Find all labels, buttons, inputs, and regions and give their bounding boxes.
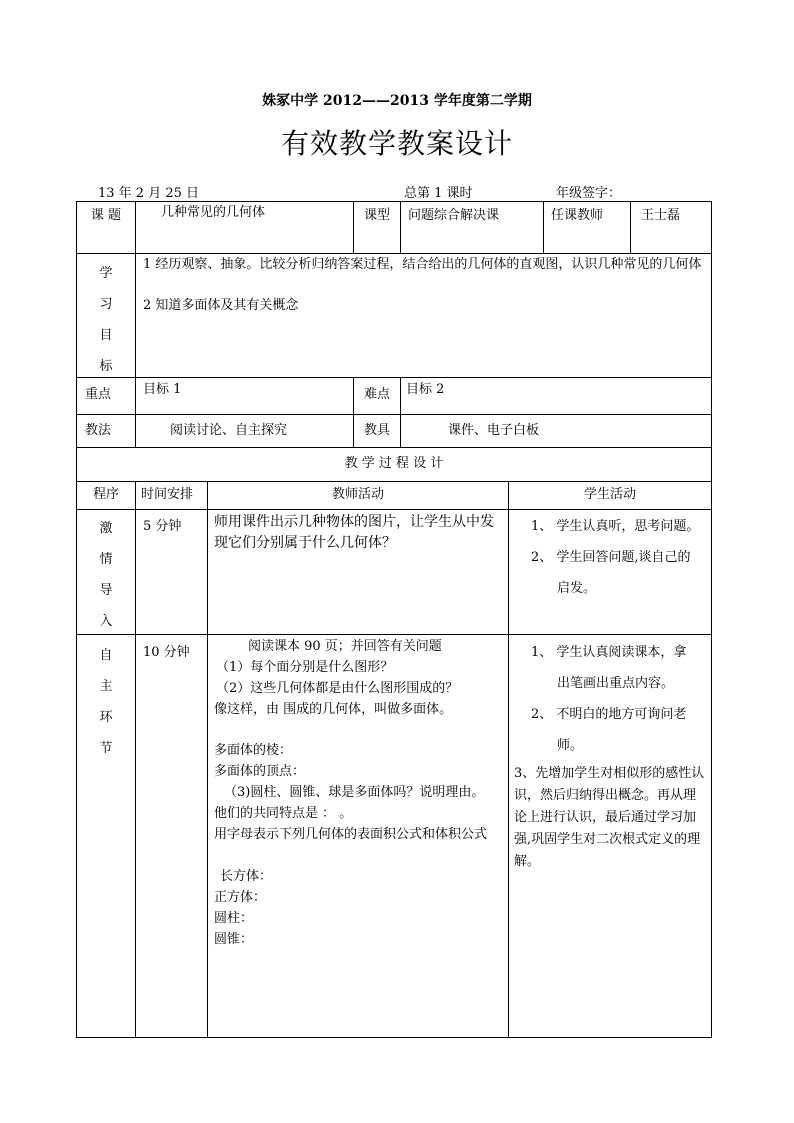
key-point-value: 目标 1 (143, 382, 182, 397)
teacher-activity-line: 阅读课本 90 页；并回答有关问题 (248, 639, 442, 654)
time-self-study: 10 分钟 (143, 645, 190, 660)
teacher-activity-line: 像这样，由 围成的几何体，叫做多面体。 (214, 702, 453, 717)
teacher-activity-line: （3)圆柱、圆锥、球是多面体吗？说明理由。 (224, 785, 485, 800)
goal-1: 1 经历观察、抽象。比较分析归纳答案过程，结合给出的几何体的直观图，认识几种常见的几何体 (143, 257, 702, 272)
teaching-tools-label: 教具 (363, 423, 390, 438)
teacher-activity-line: 多面体的棱： (214, 743, 293, 758)
teaching-method-label: 教法 (84, 423, 111, 438)
teacher-activity-line: 圆锥： (214, 932, 254, 947)
teacher-activity-line: 他们的共同特点是 ： 。 (214, 806, 353, 821)
difficult-point-label: 难点 (363, 387, 390, 402)
grade-signature-label: 年级签字： (556, 186, 622, 201)
teacher-label: 任课教师 (551, 208, 604, 223)
student-activity-intro-1: 1、 学生认真听，思考问题。 (531, 519, 700, 534)
goals-label: 学 习 目 标 (99, 266, 113, 374)
teacher-activity-line: 圆柱： (214, 911, 254, 926)
column-header-time: 时间安排 (141, 487, 194, 502)
student-activity-line: 1、 学生认真阅读课本，拿 (531, 645, 687, 660)
step-label-self-study: 自 主 环 节 (99, 648, 113, 756)
teaching-tools-value: 课件、电子白板 (448, 423, 540, 438)
teaching-method-value: 阅读讨论、自主探究 (170, 423, 288, 438)
teacher-activity-line: 多面体的顶点： (214, 764, 306, 779)
student-activity-intro-3: 启发。 (557, 581, 597, 596)
teacher-activity-line: （2）这些几何体都是由什么图形围成的？ (216, 681, 459, 696)
student-activity-intro-2: 2、 学生回答问题,谈自己的 (531, 550, 691, 565)
teacher-activity-line: （1）每个面分别是什么图形？ (216, 660, 394, 675)
step-label-intro: 激 情 导 入 (99, 521, 113, 629)
difficult-point-value: 目标 2 (406, 382, 445, 397)
student-activity-line: 2、 不明白的地方可询问老 (531, 707, 687, 722)
school-term-heading: 姝冢中学 2012——2013 学年度第二学期 (262, 93, 532, 109)
lesson-type-value: 问题综合解决课 (408, 208, 500, 223)
lesson-type-label: 课型 (363, 208, 390, 223)
teacher-activity-line: 用字母表示下列几何体的表面积公式和体积公式 (214, 827, 488, 842)
goal-2: 2 知道多面体及其有关概念 (143, 298, 299, 313)
teacher-name: 王士磊 (641, 208, 681, 223)
time-intro: 5 分钟 (143, 519, 182, 534)
column-header-teacher: 教师活动 (331, 487, 384, 502)
column-header-student: 学生活动 (583, 487, 636, 502)
page-title: 有效教学教案设计 (280, 127, 513, 160)
teacher-activity-line: 长方体： (220, 869, 273, 884)
process-section-title: 教 学 过 程 设 计 (344, 456, 444, 471)
column-header-step: 程序 (92, 487, 119, 502)
key-point-label: 重点 (84, 387, 111, 402)
student-activity-paragraph: 3、先增加学生对相似形的感性认识，然后归纳得出概念。再从理论上进行认识，最后通过学习加强,巩固学生对二次根式定义的理解。 (514, 766, 705, 869)
teacher-activity-intro: 师用课件出示几种物体的图片，让学生从中发现它们分别属于什么几何体？ (214, 514, 494, 551)
topic-value: 几种常见的几何体 (161, 205, 266, 220)
topic-label: 课 题 (90, 208, 122, 223)
teacher-activity-line: 正方体： (214, 890, 267, 905)
student-activity-line: 出笔画出重点内容。 (557, 676, 675, 691)
student-activity-line: 师。 (557, 738, 584, 753)
total-lesson-number: 总第 1 课时 (404, 186, 473, 201)
lesson-date: 13 年 2 月 25 日 (98, 186, 200, 201)
